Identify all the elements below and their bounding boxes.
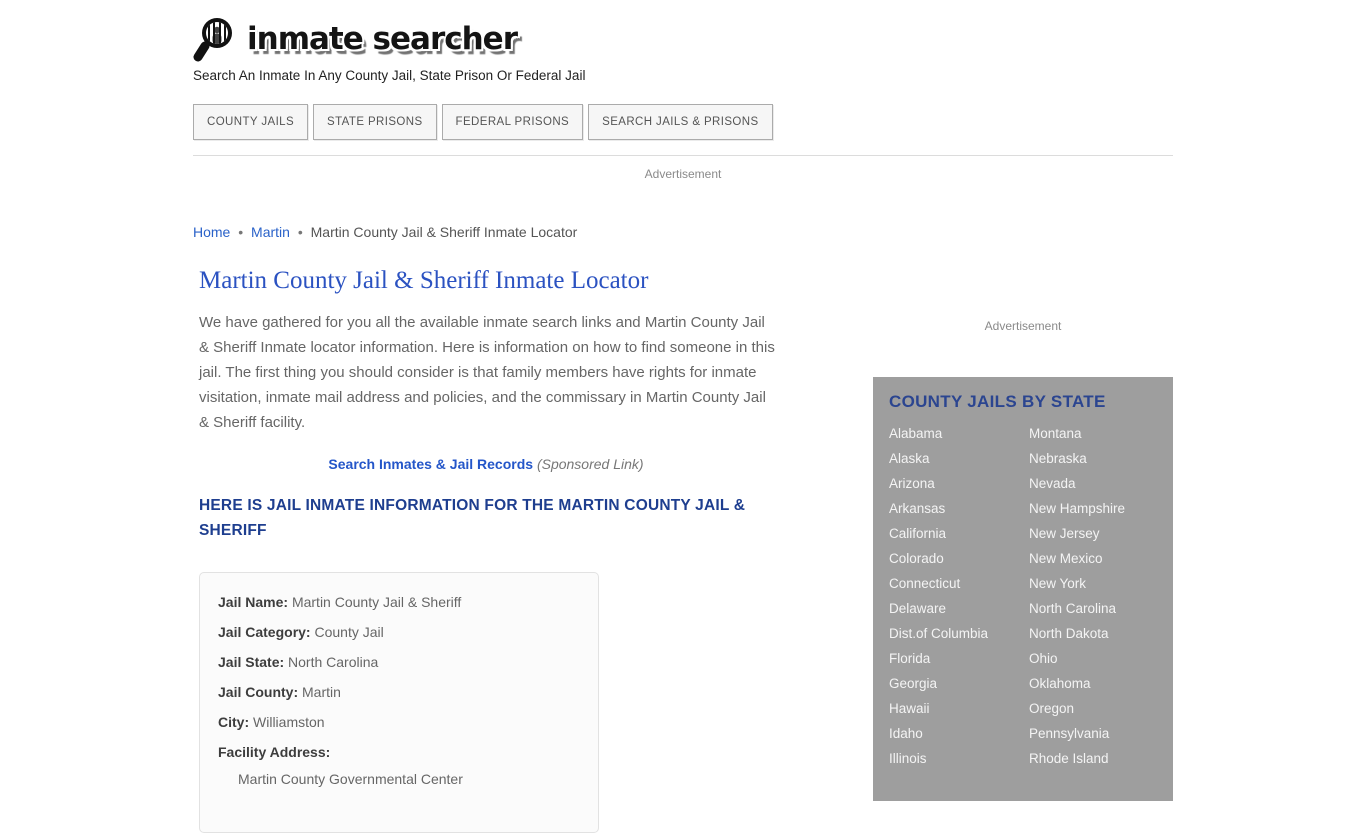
jail-info-label: Facility Address:	[218, 744, 331, 760]
state-link[interactable]: Arkansas	[889, 501, 946, 516]
site-tagline: Search An Inmate In Any County Jail, State Prison Or Federal Jail	[193, 68, 586, 83]
jail-info-row	[218, 617, 582, 647]
state-link[interactable]: California	[889, 526, 947, 541]
state-link[interactable]: North Dakota	[1029, 626, 1109, 641]
main-nav	[193, 104, 1173, 140]
breadcrumb-parent-link[interactable]: Martin	[251, 224, 290, 240]
jail-info-value: Martin	[302, 684, 341, 700]
jail-info-label: Jail State:	[218, 654, 285, 670]
jail-info-label: City:	[218, 714, 250, 730]
state-link[interactable]: Arizona	[889, 476, 935, 491]
breadcrumb-current: Martin County Jail & Sheriff Inmate Locator	[310, 224, 578, 240]
jail-info-label: Jail Name:	[218, 594, 289, 610]
jail-info-label: Jail Category:	[218, 624, 311, 640]
state-link[interactable]: Nevada	[1029, 476, 1076, 491]
state-link[interactable]: Florida	[889, 651, 931, 666]
state-list	[889, 421, 1159, 771]
state-link[interactable]: Delaware	[889, 601, 947, 616]
breadcrumb	[193, 224, 793, 240]
intro-paragraph: We have gathered for you all the available inmate search links and Martin County Jail & Sheriff Inmate locator information. Here is information on how to find someone in this jail. The first thing you should consider is that family members have rights for inmate visitation, inmate mail address and policies, and the commissary in Martin County Jail & Sheriff facility.	[199, 314, 775, 431]
state-link[interactable]: Alaska	[889, 451, 930, 466]
state-link[interactable]: Dist.of Columbia	[889, 626, 989, 641]
state-link[interactable]: New Mexico	[1029, 551, 1103, 566]
logo-link[interactable]	[193, 16, 523, 62]
main-content	[193, 181, 793, 833]
jail-info-value: Martin County Jail & Sheriff	[291, 594, 462, 610]
state-link[interactable]: Oregon	[1029, 701, 1075, 716]
state-link[interactable]: Nebraska	[1029, 451, 1087, 466]
jail-info-row	[218, 587, 582, 617]
state-link[interactable]: Ohio	[1029, 651, 1058, 666]
state-link[interactable]: Alabama	[889, 426, 943, 441]
logo-wordmark: inmate searcher	[247, 21, 517, 57]
content-row	[193, 181, 1173, 833]
state-link[interactable]: New York	[1029, 576, 1087, 591]
nav-button[interactable]: COUNTY JAILS	[193, 104, 308, 140]
header-divider	[193, 155, 1173, 156]
top-ad-label: Advertisement	[644, 167, 722, 181]
state-link[interactable]: Connecticut	[889, 576, 961, 591]
state-link[interactable]: Rhode Island	[1029, 751, 1109, 766]
jail-info-row	[218, 647, 582, 677]
state-link[interactable]: Idaho	[889, 726, 923, 741]
jail-info-value: North Carolina	[288, 654, 379, 670]
jail-info-value: Williamston	[253, 714, 325, 730]
nav-button[interactable]: FEDERAL PRISONS	[442, 104, 584, 140]
sidebar-ad-label: Advertisement	[984, 319, 1062, 333]
county-jails-by-state-box	[873, 377, 1173, 801]
state-link[interactable]: New Jersey	[1029, 526, 1100, 541]
nav-button[interactable]: SEARCH JAILS & PRISONS	[588, 104, 772, 140]
page-title: Martin County Jail & Sheriff Inmate Locator	[199, 267, 649, 294]
jail-info-rows	[218, 587, 582, 767]
sponsored-note: (Sponsored Link)	[536, 456, 644, 472]
state-link[interactable]: Georgia	[889, 676, 938, 691]
jail-info-row	[218, 707, 582, 737]
jail-info-label: Jail County:	[218, 684, 299, 700]
state-link[interactable]: Colorado	[889, 551, 944, 566]
jail-info-box	[199, 572, 599, 833]
jail-info-value: County Jail	[314, 624, 384, 640]
state-link[interactable]: Hawaii	[889, 701, 930, 716]
sidebar	[873, 181, 1173, 801]
breadcrumb-separator: •	[238, 224, 244, 240]
nav-button[interactable]: STATE PRISONS	[313, 104, 437, 140]
sponsored-line	[193, 456, 779, 472]
sponsored-search-link[interactable]: Search Inmates & Jail Records	[328, 456, 534, 472]
sidebar-heading: COUNTY JAILS BY STATE	[889, 392, 1106, 411]
state-link[interactable]: New Hampshire	[1029, 501, 1126, 516]
magnifier-prisoner-icon	[193, 16, 241, 62]
facility-address-lines	[218, 767, 582, 792]
state-link[interactable]: North Carolina	[1029, 601, 1117, 616]
state-link[interactable]: Oklahoma	[1029, 676, 1091, 691]
section-heading: HERE IS JAIL INMATE INFORMATION FOR THE MARTIN COUNTY JAIL & SHERIFF	[199, 497, 746, 539]
jail-info-row	[218, 737, 582, 767]
page-container	[193, 0, 1173, 833]
state-link[interactable]: Montana	[1029, 426, 1082, 441]
breadcrumb-home-link[interactable]: Home	[193, 224, 231, 240]
state-link[interactable]: Pennsylvania	[1029, 726, 1110, 741]
site-header	[193, 0, 1173, 83]
state-link[interactable]: Illinois	[889, 751, 927, 766]
facility-address-line: Martin County Governmental Center	[238, 771, 463, 787]
breadcrumb-separator: •	[297, 224, 303, 240]
jail-info-row	[218, 677, 582, 707]
